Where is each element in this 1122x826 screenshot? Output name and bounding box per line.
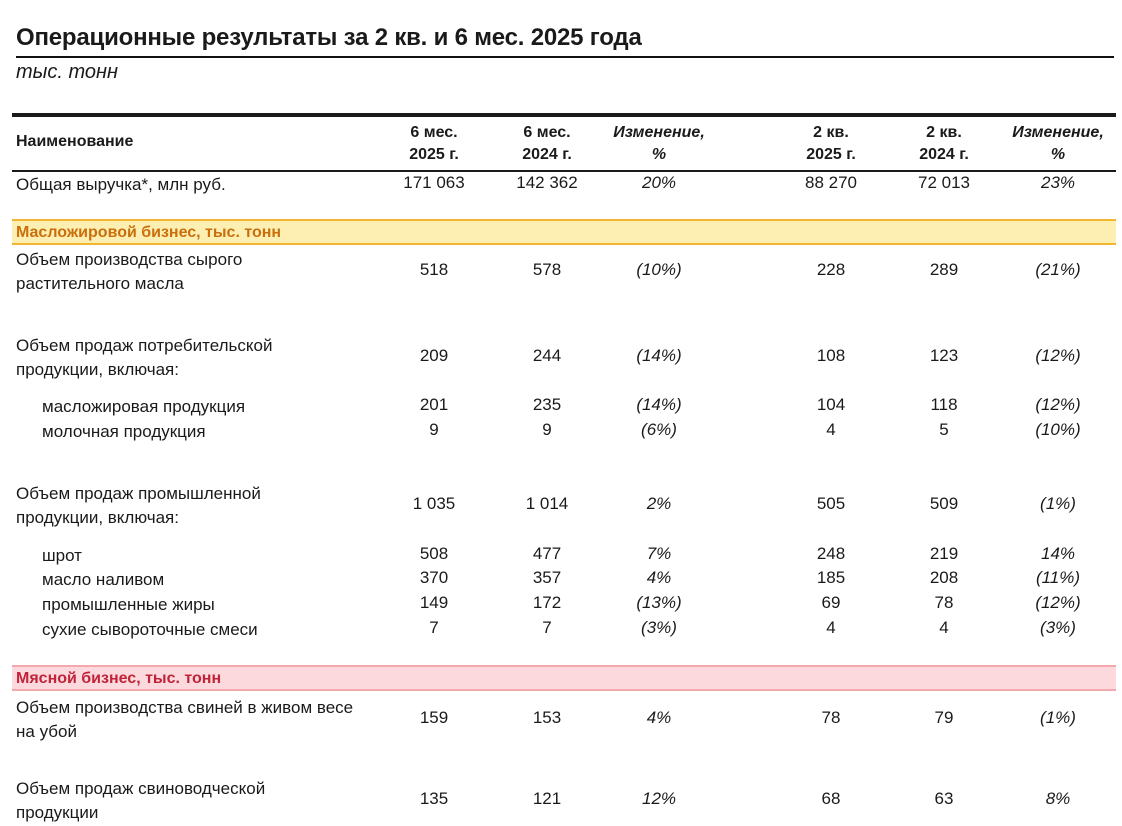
cell-6m-2024: 235 [532, 395, 562, 414]
cell-2q-change: (21%) [1035, 260, 1081, 279]
cell-2q-2024: 63 [934, 789, 954, 808]
cell-2q-change: 14% [1040, 544, 1076, 563]
cell-6m-2025: 7 [429, 618, 439, 637]
cell-6m-2025: 149 [419, 593, 449, 612]
row-label: Объем производства свиней в живом весе на убой [16, 698, 354, 741]
cell-2q-2025: 68 [821, 789, 841, 808]
cell-6m-2025: 171 063 [403, 173, 465, 192]
cell-6m-2025: 9 [429, 420, 439, 439]
cell-2q-2024: 289 [929, 260, 959, 279]
header-col-6m-2025 [379, 122, 489, 166]
cell-2q-2024: 5 [939, 420, 949, 439]
header-col-line1: 6 мес. [410, 124, 458, 141]
cell-2q-2024: 123 [929, 346, 959, 365]
row-label: сухие сывороточные смеси [42, 620, 258, 639]
header-col-2q-change [993, 122, 1122, 166]
cell-6m-change: 4% [646, 708, 672, 727]
cell-2q-change: 8% [1045, 789, 1071, 808]
cell-6m-2025: 201 [419, 395, 449, 414]
header-col-6m-change [594, 122, 724, 166]
cell-6m-2025: 159 [419, 708, 449, 727]
header-col-6m-2024 [492, 122, 602, 166]
cell-6m-2024: 121 [532, 789, 562, 808]
cell-2q-2024: 79 [934, 708, 954, 727]
cell-2q-2025: 505 [816, 494, 846, 513]
cell-6m-2025: 370 [419, 568, 449, 587]
header-col-2q-2024 [889, 122, 999, 166]
unit-subtitle: тыс. тонн [16, 61, 119, 83]
header-col-line2: % [1050, 146, 1066, 163]
header-col-line2: 2025 г. [806, 146, 856, 163]
row-label: масло наливом [42, 570, 165, 589]
header-col-line1: Изменение, [1012, 124, 1104, 141]
cell-6m-2024: 1 014 [525, 494, 569, 513]
cell-6m-change: (3%) [641, 618, 677, 637]
cell-2q-change: (1%) [1040, 708, 1076, 727]
header-col-line1: Изменение, [613, 124, 705, 141]
cell-2q-2025: 228 [816, 260, 846, 279]
title-rule [16, 56, 1114, 58]
cell-6m-2024: 357 [532, 568, 562, 587]
cell-2q-change: (12%) [1035, 593, 1081, 612]
cell-6m-2025: 1 035 [412, 494, 456, 513]
header-col-line2: % [651, 146, 667, 163]
cell-2q-2025: 185 [816, 568, 846, 587]
header-col-line1: 2 кв. [813, 124, 849, 141]
row-label: шрот [42, 546, 82, 565]
header-col-line2: 2024 г. [919, 146, 969, 163]
header-bottom-rule [12, 170, 1116, 172]
cell-2q-2024: 78 [934, 593, 954, 612]
page-title: Операционные результаты за 2 кв. и 6 мес. 2025 года [16, 24, 642, 51]
cell-6m-2024: 578 [532, 260, 562, 279]
cell-6m-2025: 135 [419, 789, 449, 808]
row-label: масложировая продукция [42, 397, 246, 416]
header-col-line1: 6 мес. [523, 124, 571, 141]
cell-2q-change: (10%) [1035, 420, 1081, 439]
cell-2q-2025: 69 [821, 593, 841, 612]
cell-2q-2025: 4 [826, 618, 836, 637]
row-label: Общая выручка*, млн руб. [16, 175, 226, 194]
cell-6m-change: (14%) [636, 346, 682, 365]
cell-2q-2024: 219 [929, 544, 959, 563]
cell-2q-2025: 104 [816, 395, 846, 414]
cell-2q-change: (12%) [1035, 346, 1081, 365]
cell-2q-2024: 4 [939, 618, 949, 637]
cell-6m-change: 12% [641, 789, 677, 808]
cell-2q-2025: 248 [816, 544, 846, 563]
cell-6m-2025: 209 [419, 346, 449, 365]
section-title: Мясной бизнес, тыс. тонн [16, 670, 222, 687]
cell-6m-change: (13%) [636, 593, 682, 612]
header-col-line2: 2024 г. [522, 146, 572, 163]
cell-6m-change: 4% [646, 568, 672, 587]
section-title: Масложировой бизнес, тыс. тонн [16, 224, 282, 241]
cell-2q-change: (11%) [1035, 568, 1081, 587]
row-label: Объем продаж промышленной продукции, включая: [16, 484, 261, 527]
cell-2q-2025: 108 [816, 346, 846, 365]
cell-2q-change: (3%) [1040, 618, 1076, 637]
cell-6m-change: (10%) [636, 260, 682, 279]
cell-6m-2025: 518 [419, 260, 449, 279]
cell-6m-change: (6%) [641, 420, 677, 439]
cell-6m-2024: 172 [532, 593, 562, 612]
cell-2q-2024: 118 [930, 395, 958, 414]
header-col-line2: 2025 г. [409, 146, 459, 163]
header-col-2q-2025 [776, 122, 886, 166]
cell-2q-2025: 78 [821, 708, 841, 727]
row-label: Объем производства сырого растительного масла [16, 250, 243, 293]
cell-2q-change: (12%) [1035, 395, 1081, 414]
row-label: молочная продукция [42, 422, 206, 441]
cell-6m-2024: 7 [542, 618, 552, 637]
cell-6m-2025: 508 [419, 544, 449, 563]
header-col-line1: 2 кв. [926, 124, 962, 141]
row-label: Объем продаж потребительской продукции, включая: [16, 336, 273, 379]
section-band-meat [12, 665, 1116, 691]
section-band-oil [12, 219, 1116, 245]
cell-6m-change: (14%) [636, 395, 682, 414]
cell-2q-2024: 509 [929, 494, 959, 513]
cell-2q-2025: 88 270 [805, 173, 857, 192]
cell-6m-change: 20% [641, 173, 677, 192]
cell-6m-2024: 9 [542, 420, 552, 439]
cell-6m-2024: 244 [532, 346, 562, 365]
cell-6m-change: 7% [646, 544, 672, 563]
cell-6m-change: 2% [646, 494, 672, 513]
cell-6m-2024: 153 [532, 708, 562, 727]
cell-2q-2024: 72 013 [918, 173, 970, 192]
header-name: Наименование [16, 133, 134, 150]
row-label: Объем продаж свиноводческой продукции [16, 779, 266, 822]
cell-2q-change: (1%) [1040, 494, 1076, 513]
cell-6m-2024: 477 [532, 544, 562, 563]
cell-6m-2024: 142 362 [516, 173, 578, 192]
cell-2q-2024: 208 [929, 568, 959, 587]
row-label: промышленные жиры [42, 595, 215, 614]
cell-2q-change: 23% [1040, 173, 1076, 192]
table-top-rule [12, 113, 1116, 117]
cell-2q-2025: 4 [826, 420, 836, 439]
